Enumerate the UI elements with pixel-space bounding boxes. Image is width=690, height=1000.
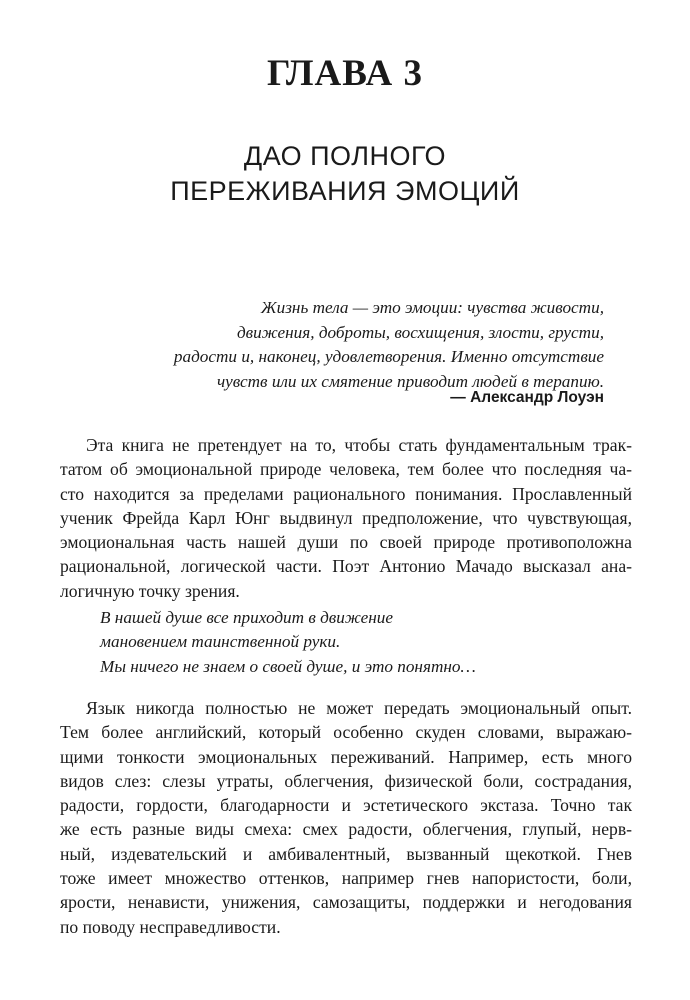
paragraph-line: Тем более английский, который особенно скуден словами, выражаю-	[60, 722, 632, 743]
chapter-title	[0, 139, 690, 209]
poem-line: В нашей душе все приходит в движение	[100, 608, 393, 627]
paragraph-line: тоже имеет множество оттенков, например гнев напористости, боли,	[60, 868, 632, 889]
paragraph-line: радости, гордости, благодарности и эстетического экстаза. Точно так	[60, 795, 632, 816]
paragraph-line: ученик Фрейда Карл Юнг выдвинул предположение, что чувствующая,	[60, 507, 632, 528]
epigraph-line: Жизнь тела — это эмоции: чувства живости,	[260, 298, 604, 317]
epigraph-line: движения, доброты, восхищения, злости, грусти,	[236, 322, 604, 342]
chapter-title-line: ДАО ПОЛНОГО	[243, 141, 447, 171]
epigraph	[84, 296, 604, 394]
epigraph-line: чувств или их смятение приводит людей в терапию.	[216, 371, 604, 391]
body-paragraph	[60, 696, 632, 939]
paragraph-line: по поводу несправедливости.	[60, 916, 281, 937]
poem-quote	[100, 606, 476, 679]
paragraph-line: Эта книга не претендует на то, чтобы стать фундаментальным трак-	[86, 435, 632, 455]
paragraph-line: же есть разные виды смеха: смех радости, облегчения, глупый, нерв-	[60, 819, 632, 840]
paragraph-line: логичную точку зрения.	[60, 580, 240, 601]
epigraph-line: радости и, наконец, удовлетворения. Именно отсутствие	[173, 347, 604, 366]
chapter-number: ГЛАВА 3	[266, 53, 424, 94]
paragraph-line: Язык никогда полностью не может передать эмоциональный опыт.	[86, 698, 632, 718]
paragraph-line: эмоциональная часть нашей души по своей природе противоположна	[60, 532, 632, 553]
paragraph-line: щими тонкости эмоциональных переживаний. Например, есть много	[60, 746, 632, 767]
paragraph-line: татом об эмоциональной природе человека, тем более что последняя ча-	[60, 459, 632, 480]
epigraph-author: — Александр Лоуэн	[450, 389, 604, 406]
paragraph-line: ный, издевательский и амбивалентный, вызванный щекоткой. Гнев	[60, 843, 632, 864]
paragraph-line: рациональной, логической части. Поэт Антонио Мачадо высказал ана-	[60, 556, 632, 577]
paragraph-line: видов слез: слезы утраты, облегчения, физической боли, сострадания,	[60, 770, 632, 791]
body-paragraph	[60, 433, 632, 603]
paragraph-line: сто находится за пределами рационального понимания. Прославленный	[60, 483, 632, 504]
poem-line: Мы ничего не знаем о своей душе, и это понятно…	[100, 656, 476, 676]
paragraph-line: ярости, ненависти, унижения, самозащиты, поддержки и негодования	[60, 892, 632, 913]
poem-line: мановением таинственной руки.	[100, 632, 341, 652]
chapter-title-line: ПЕРЕЖИВАНИЯ ЭМОЦИЙ	[170, 176, 520, 206]
